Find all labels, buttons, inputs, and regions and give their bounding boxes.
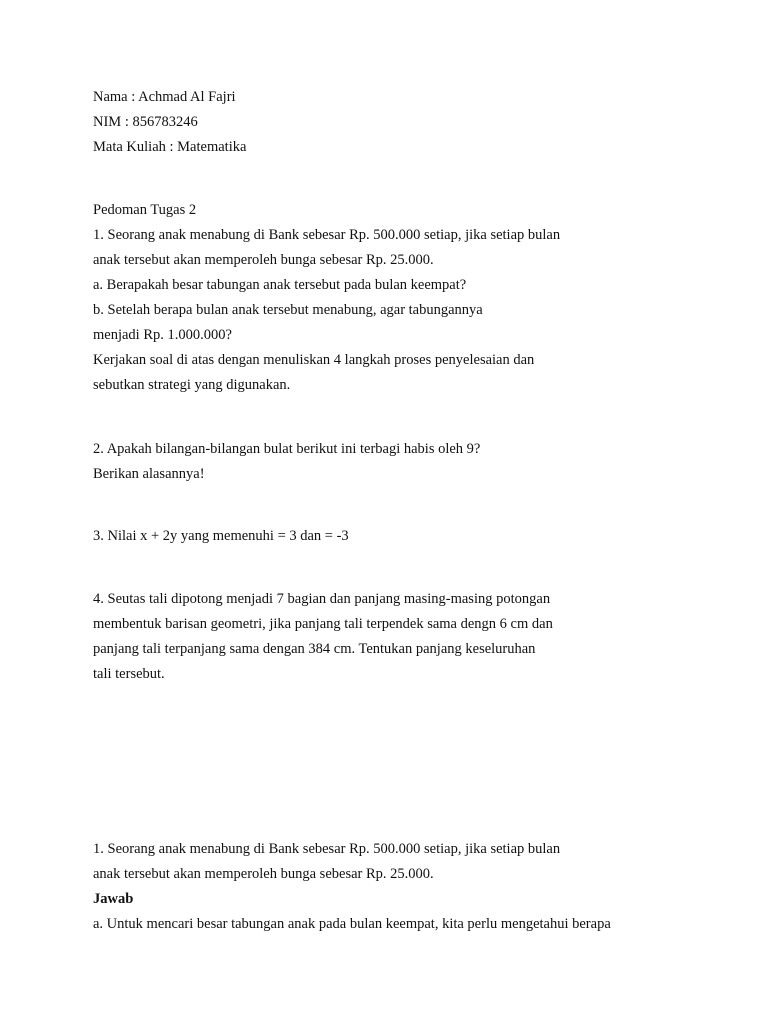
question-1-line: menjadi Rp. 1.000.000?: [93, 327, 232, 343]
answer-a-line: a. Untuk mencari besar tabungan anak pada bulan keempat, kita perlu mengetahui berapa: [93, 916, 611, 932]
answer-question-1-line: anak tersebut akan memperoleh bunga sebesar Rp. 25.000.: [93, 866, 434, 882]
question-2-line: Berikan alasannya!: [93, 466, 205, 482]
question-1-line: Kerjakan soal di atas dengan menuliskan 4 langkah proses penyelesaian dan: [93, 352, 535, 368]
question-3-line: 3. Nilai x + 2y yang memenuhi = 3 dan = -3: [93, 528, 349, 544]
question-4-line: 4. Seutas tali dipotong menjadi 7 bagian dan panjang masing-masing potongan: [93, 591, 551, 607]
question-1-line: b. Setelah berapa bulan anak tersebut menabung, agar tabungannya: [93, 302, 483, 318]
question-2-line: 2. Apakah bilangan-bilangan bulat berikut ini terbagi habis oleh 9?: [93, 441, 481, 457]
question-4-line: tali tersebut.: [93, 666, 165, 682]
student-name: Nama : Achmad Al Fajri: [93, 89, 236, 105]
answer-question-1-line: 1. Seorang anak menabung di Bank sebesar Rp. 500.000 setiap, jika setiap bulan: [93, 841, 561, 857]
student-nim: NIM : 856783246: [93, 114, 198, 130]
question-1-line: anak tersebut akan memperoleh bunga sebesar Rp. 25.000.: [93, 252, 434, 268]
question-4-line: panjang tali terpanjang sama dengan 384 cm. Tentukan panjang keseluruhan: [93, 641, 536, 657]
question-4-line: membentuk barisan geometri, jika panjang tali terpendek sama dengn 6 cm dan: [93, 616, 553, 632]
assignment-title: Pedoman Tugas 2: [93, 202, 197, 218]
question-1-line: 1. Seorang anak menabung di Bank sebesar Rp. 500.000 setiap, jika setiap bulan: [93, 227, 561, 243]
question-1-line: sebutkan strategi yang digunakan.: [93, 377, 291, 393]
question-1-line: a. Berapakah besar tabungan anak tersebut pada bulan keempat?: [93, 277, 467, 293]
answer-label: Jawab: [93, 891, 134, 907]
course-name: Mata Kuliah : Matematika: [93, 139, 247, 155]
